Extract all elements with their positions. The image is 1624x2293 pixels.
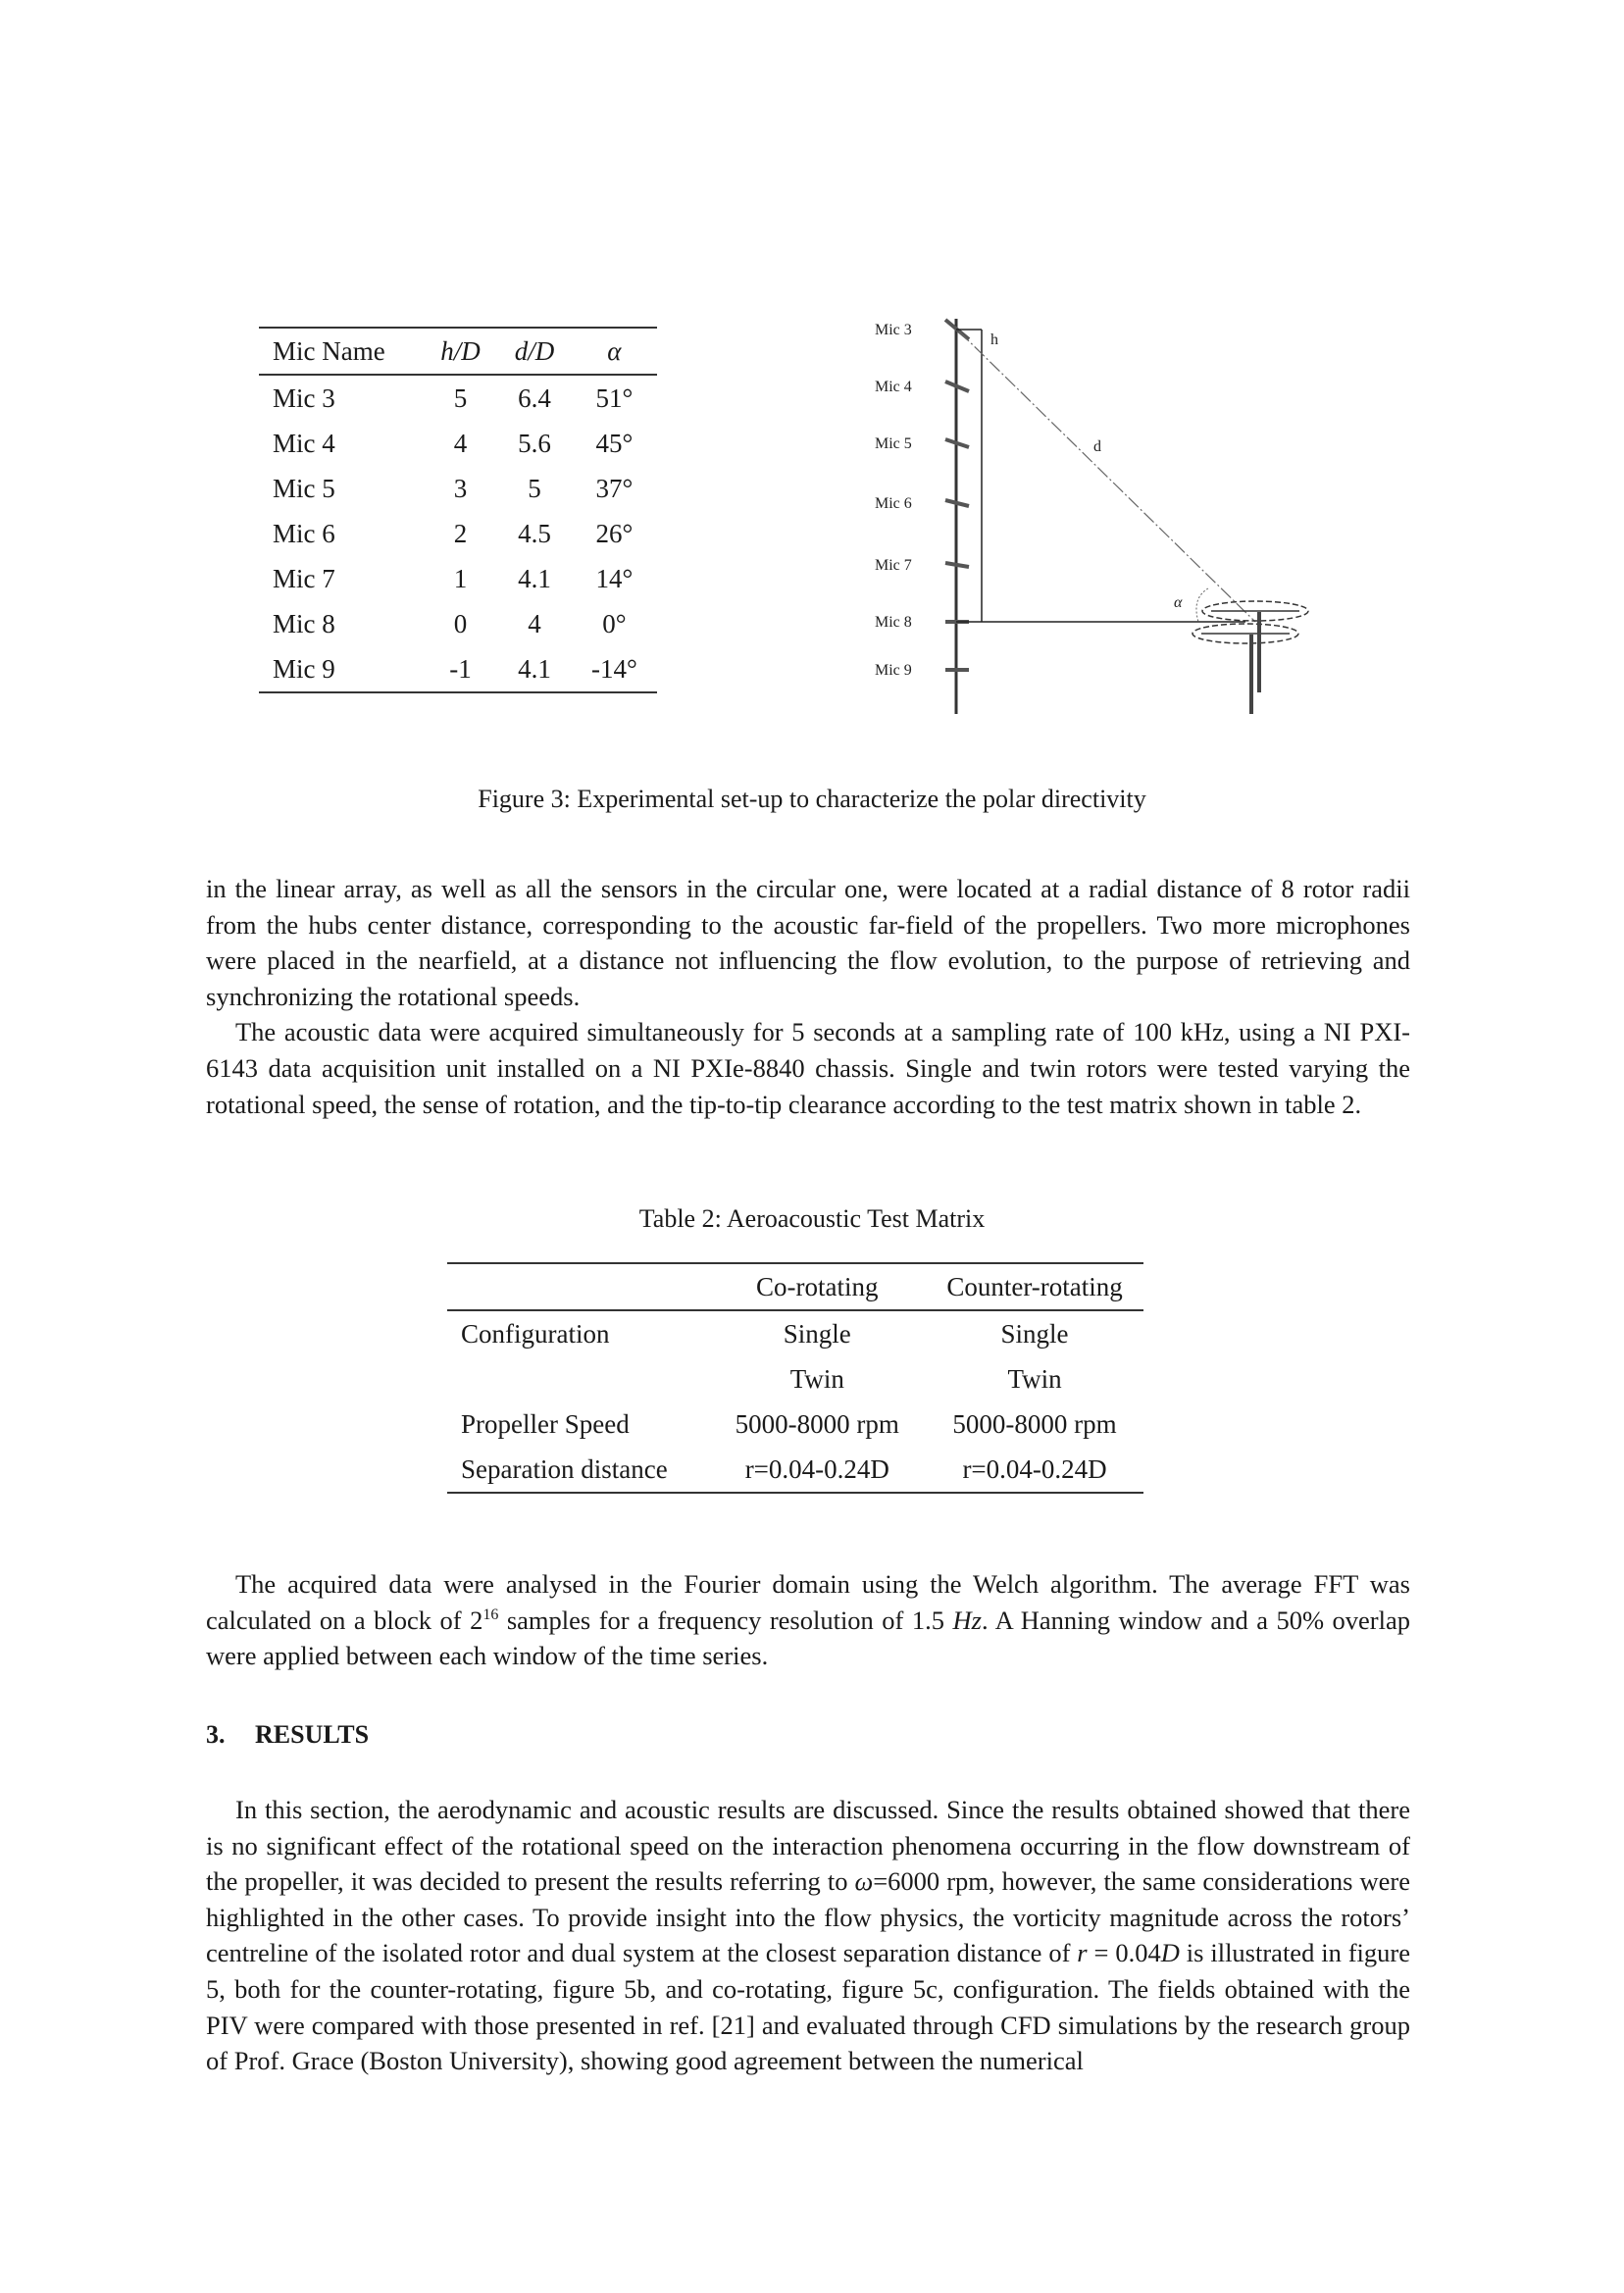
header-co-rotating: Co-rotating (756, 1271, 879, 1301)
cell-mic-name: Mic 5 (273, 473, 335, 503)
alpha-label: α (1174, 594, 1183, 611)
table-header-row (259, 328, 657, 375)
cell-parameter: Configuration (461, 1318, 610, 1349)
cell-mic-name: Mic 4 (273, 428, 335, 458)
mic-label: Mic 6 (875, 495, 912, 512)
mic-label: Mic 8 (875, 614, 912, 631)
table-row (447, 1356, 1143, 1401)
table-row (259, 466, 657, 511)
cell-alpha: 14° (595, 563, 634, 593)
mic-label: Mic 7 (875, 557, 912, 574)
cell-h-over-d: 1 (453, 563, 468, 593)
table-row (259, 421, 657, 466)
cell-d-over-d: 4.1 (518, 563, 551, 593)
cell-counter-rotating: r=0.04-0.24D (962, 1453, 1107, 1484)
table-row (447, 1310, 1143, 1356)
cell-d-over-d: 6.4 (518, 382, 551, 413)
paragraph-results-intro: In this section, the aerodynamic and acoustic results are discussed. Since the results obtained showed that there is no significant effect of the rotational speed on the interaction phenomena occurring in the flow downstream of the propeller, it was decided to present the results referring to ω=6000 rpm, however, the same considerations were highlighted in the other cases. To provide insight into the flow physics, the vorticity magnitude across the rotors’ centreline of the isolated rotor and dual system at the closest separation distance of r = 0.04D is illustrated in figure 5, both for the counter-rotating, figure 5b, and co-rotating, figure 5c, configuration. The fields obtained with the PIV were compared with those presented in ref. [21] and evaluated through CFD simulations by the research group of Prof. Grace (Boston University), showing good agreement between the numerical (206, 1795, 1410, 2076)
body-text-block-1 (206, 871, 1410, 1122)
distance-line (959, 331, 1255, 622)
cell-counter-rotating: Twin (1007, 1363, 1062, 1394)
mic-label: Mic 4 (875, 379, 912, 395)
aeroacoustic-test-matrix-table (447, 1262, 1143, 1494)
cell-co-rotating: 5000-8000 rpm (735, 1408, 899, 1439)
cell-alpha: -14° (591, 653, 637, 684)
body-text-block-3 (206, 1792, 1410, 2079)
cell-parameter: Propeller Speed (461, 1408, 630, 1439)
cell-mic-name: Mic 6 (273, 518, 335, 548)
cell-parameter (447, 1356, 709, 1401)
table-2-caption: Table 2: Aeroacoustic Test Matrix (638, 1204, 986, 1233)
body-text-block-2 (206, 1566, 1410, 1674)
paragraph-fft: The acquired data were analysed in the Fourier domain using the Welch algorithm. The average FFT was calculated on a block of $2^{16}$ samples for a frequency resolution of 1.5 Hz. A Hanning window and a 50% overlap were applied between each window of the time series. (206, 1569, 1410, 1671)
cell-mic-name: Mic 3 (273, 382, 335, 413)
cell-mic-name: Mic 8 (273, 608, 335, 638)
header-h-over-d: h/D (440, 335, 481, 366)
table-row (259, 601, 657, 646)
table-header-row (447, 1263, 1143, 1310)
header-counter-rotating: Counter-rotating (946, 1271, 1123, 1301)
cell-h-over-d: 2 (453, 518, 468, 548)
header-blank (447, 1263, 709, 1310)
cell-h-over-d: 3 (453, 473, 468, 503)
mic-position-table (259, 327, 657, 693)
cell-parameter: Separation distance (461, 1453, 668, 1484)
header-d-over-d: d/D (514, 335, 555, 366)
table-row (447, 1401, 1143, 1447)
header-mic-name: Mic Name (273, 335, 385, 366)
paragraph-acquisition: The acoustic data were acquired simultaneously for 5 seconds at a sampling rate of 100 kHz, using a NI PXI-6143 data acquisition unit installed on a NI PXIe-8840 chassis. Single and twin rotors were tested varying the rotational speed, the sense of rotation, and the tip-to-tip clearance according to the test matrix shown in table 2. (206, 1017, 1410, 1119)
mic-label: Mic 3 (875, 322, 912, 338)
table-row (259, 511, 657, 556)
cell-d-over-d: 5.6 (518, 428, 551, 458)
cell-counter-rotating: Single (1000, 1318, 1069, 1349)
experimental-setup-diagram (853, 304, 1324, 726)
cell-h-over-d: 0 (453, 608, 468, 638)
cell-alpha: 45° (595, 428, 634, 458)
cell-co-rotating: r=0.04-0.24D (744, 1453, 889, 1484)
alpha-arc (1196, 588, 1208, 622)
twin-rotor-icon (1193, 601, 1308, 714)
cell-h-over-d: 5 (453, 382, 468, 413)
section-number: 3. (206, 1720, 226, 1749)
cell-d-over-d: 5 (528, 473, 541, 503)
microphone-marker (945, 563, 969, 567)
h-label: h (990, 331, 998, 348)
cell-alpha: 51° (595, 382, 634, 413)
table-row (259, 646, 657, 692)
section-title: RESULTS (255, 1720, 370, 1749)
cell-mic-name: Mic 7 (273, 563, 335, 593)
cell-mic-name: Mic 9 (273, 653, 335, 684)
header-alpha: α (607, 335, 622, 366)
mic-label: Mic 9 (875, 662, 912, 679)
cell-alpha: 37° (595, 473, 634, 503)
cell-d-over-d: 4.5 (518, 518, 551, 548)
cell-co-rotating: Twin (789, 1363, 844, 1394)
cell-co-rotating: Single (783, 1318, 851, 1349)
cell-h-over-d: 4 (453, 428, 468, 458)
cell-d-over-d: 4.1 (518, 653, 551, 684)
mic-label: Mic 5 (875, 435, 912, 452)
d-label: d (1093, 438, 1101, 455)
cell-alpha: 0° (602, 608, 627, 638)
table-row (259, 375, 657, 421)
cell-d-over-d: 4 (528, 608, 541, 638)
cell-counter-rotating: 5000-8000 rpm (952, 1408, 1117, 1439)
figure-3-caption: Figure 3: Experimental set-up to characterize the polar directivity (478, 785, 1146, 813)
table-row (447, 1447, 1143, 1493)
cell-h-over-d: -1 (449, 653, 472, 684)
paragraph-linear-array: in the linear array, as well as all the sensors in the circular one, were located at a radial distance of 8 rotor radii from the hubs center distance, corresponding to the acoustic far-field of the propellers. Two more microphones were placed in the nearfield, at a distance not influencing the flow evolution, to the purpose of retrieving and synchronizing the rotational speeds. (206, 874, 1410, 1011)
cell-alpha: 26° (595, 518, 634, 548)
section-heading-results (206, 1720, 369, 1750)
table-row (259, 556, 657, 601)
